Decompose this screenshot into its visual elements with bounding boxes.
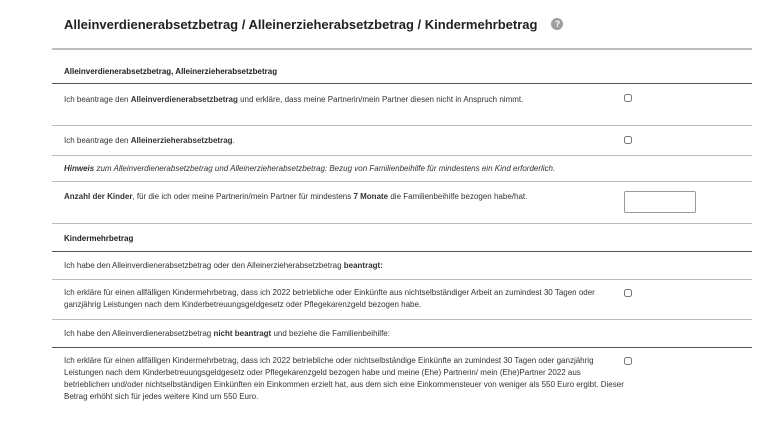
section-title: Kindermehrbetrag [64,234,134,243]
row-alleinverdiener [52,84,752,126]
alleinverdiener-label: Ich beantrage den Alleinverdienerabsetzbetrag und erkläre, dass meine Partnerin/mein Partner diesen nicht in Anspruch nimmt. [64,95,524,104]
row-kindermehrbetrag-2 [52,348,752,412]
hinweis-text: Hinweis zum Alleinverdienerabsetzbetrag und Alleinerzieherabsetzbetrag: Bezug von Familienbeihilfe für mindestens ein Kind erforderlich. [64,164,556,173]
form-card [52,0,752,401]
kindermehrbetrag-1-label: Ich erkläre für einen allfälligen Kindermehrbetrag, dass ich 2022 betriebliche oder Einkünfte aus nichtselbständiger Arbeit an zumindest 30 Tagen oder ganzjährig Leistungen nach dem Kinderbetreuungsgeldgesetz oder Pflegekarenzgeld bezogen habe. [64,288,595,309]
row-anzahl-kinder [52,182,752,224]
anzahl-kinder-input[interactable] [624,191,696,213]
section-title: Alleinverdienerabsetzbetrag, Alleinerzieherabsetzbetrag [64,67,278,76]
row-alleinerzieher [52,126,752,156]
row-kindermehrbetrag-1 [52,280,752,320]
alleinverdiener-checkbox[interactable] [624,94,632,102]
section-header-kindermehrbetrag [52,224,752,252]
alleinerzieher-checkbox[interactable] [624,136,632,144]
section-header-absetzbetrag [52,50,752,84]
nicht-beantragt-label: Ich habe den Alleinverdienerabsetzbetrag nicht beantragt und beziehe die Familienbeihilfe: [64,329,390,338]
alleinerzieher-label: Ich beantrage den Alleinerzieherabsetzbetrag. [64,136,235,145]
beantragt-label: Ich habe den Alleinverdienerabsetzbetrag oder den Alleinerzieherabsetzbetrag beantragt: [64,261,383,270]
help-icon[interactable]: ? [551,18,563,30]
form-header [52,0,752,50]
row-nicht-beantragt [52,320,752,348]
page-title: Alleinverdienerabsetzbetrag / Alleinerzieherabsetzbetrag / Kindermehrbetrag [64,16,538,32]
kindermehrbetrag-1-checkbox[interactable] [624,289,632,297]
kindermehrbetrag-2-label: Ich erkläre für einen allfälligen Kindermehrbetrag, dass ich 2022 betriebliche oder nichtselbständige Einkünfte an zumindest 30 Tagen oder ganzjährig Leistungen nach dem Kinderbetreuungsgeldgesetz oder Pflegekarenzgeld bezogen habe und meine (Ehe) Partnerin/ mein (Ehe)Partner 2022 aus betrieblichen und/oder nichtselbständigen Einkünften ein Einkommen erzielt hat, aus dem sich eine Einkommensteuer von weniger als 550 Euro ergibt. Dieser Betrag erhöht sich für jedes weitere Kind um 550 Euro. [64,356,624,401]
anzahl-kinder-label: Anzahl der Kinder, für die ich oder meine Partnerin/mein Partner für mindestens 7 Monate die Familienbeihilfe bezogen habe/hat. [64,192,528,201]
row-beantragt [52,252,752,280]
kindermehrbetrag-2-checkbox[interactable] [624,357,632,365]
row-hinweis [52,156,752,182]
